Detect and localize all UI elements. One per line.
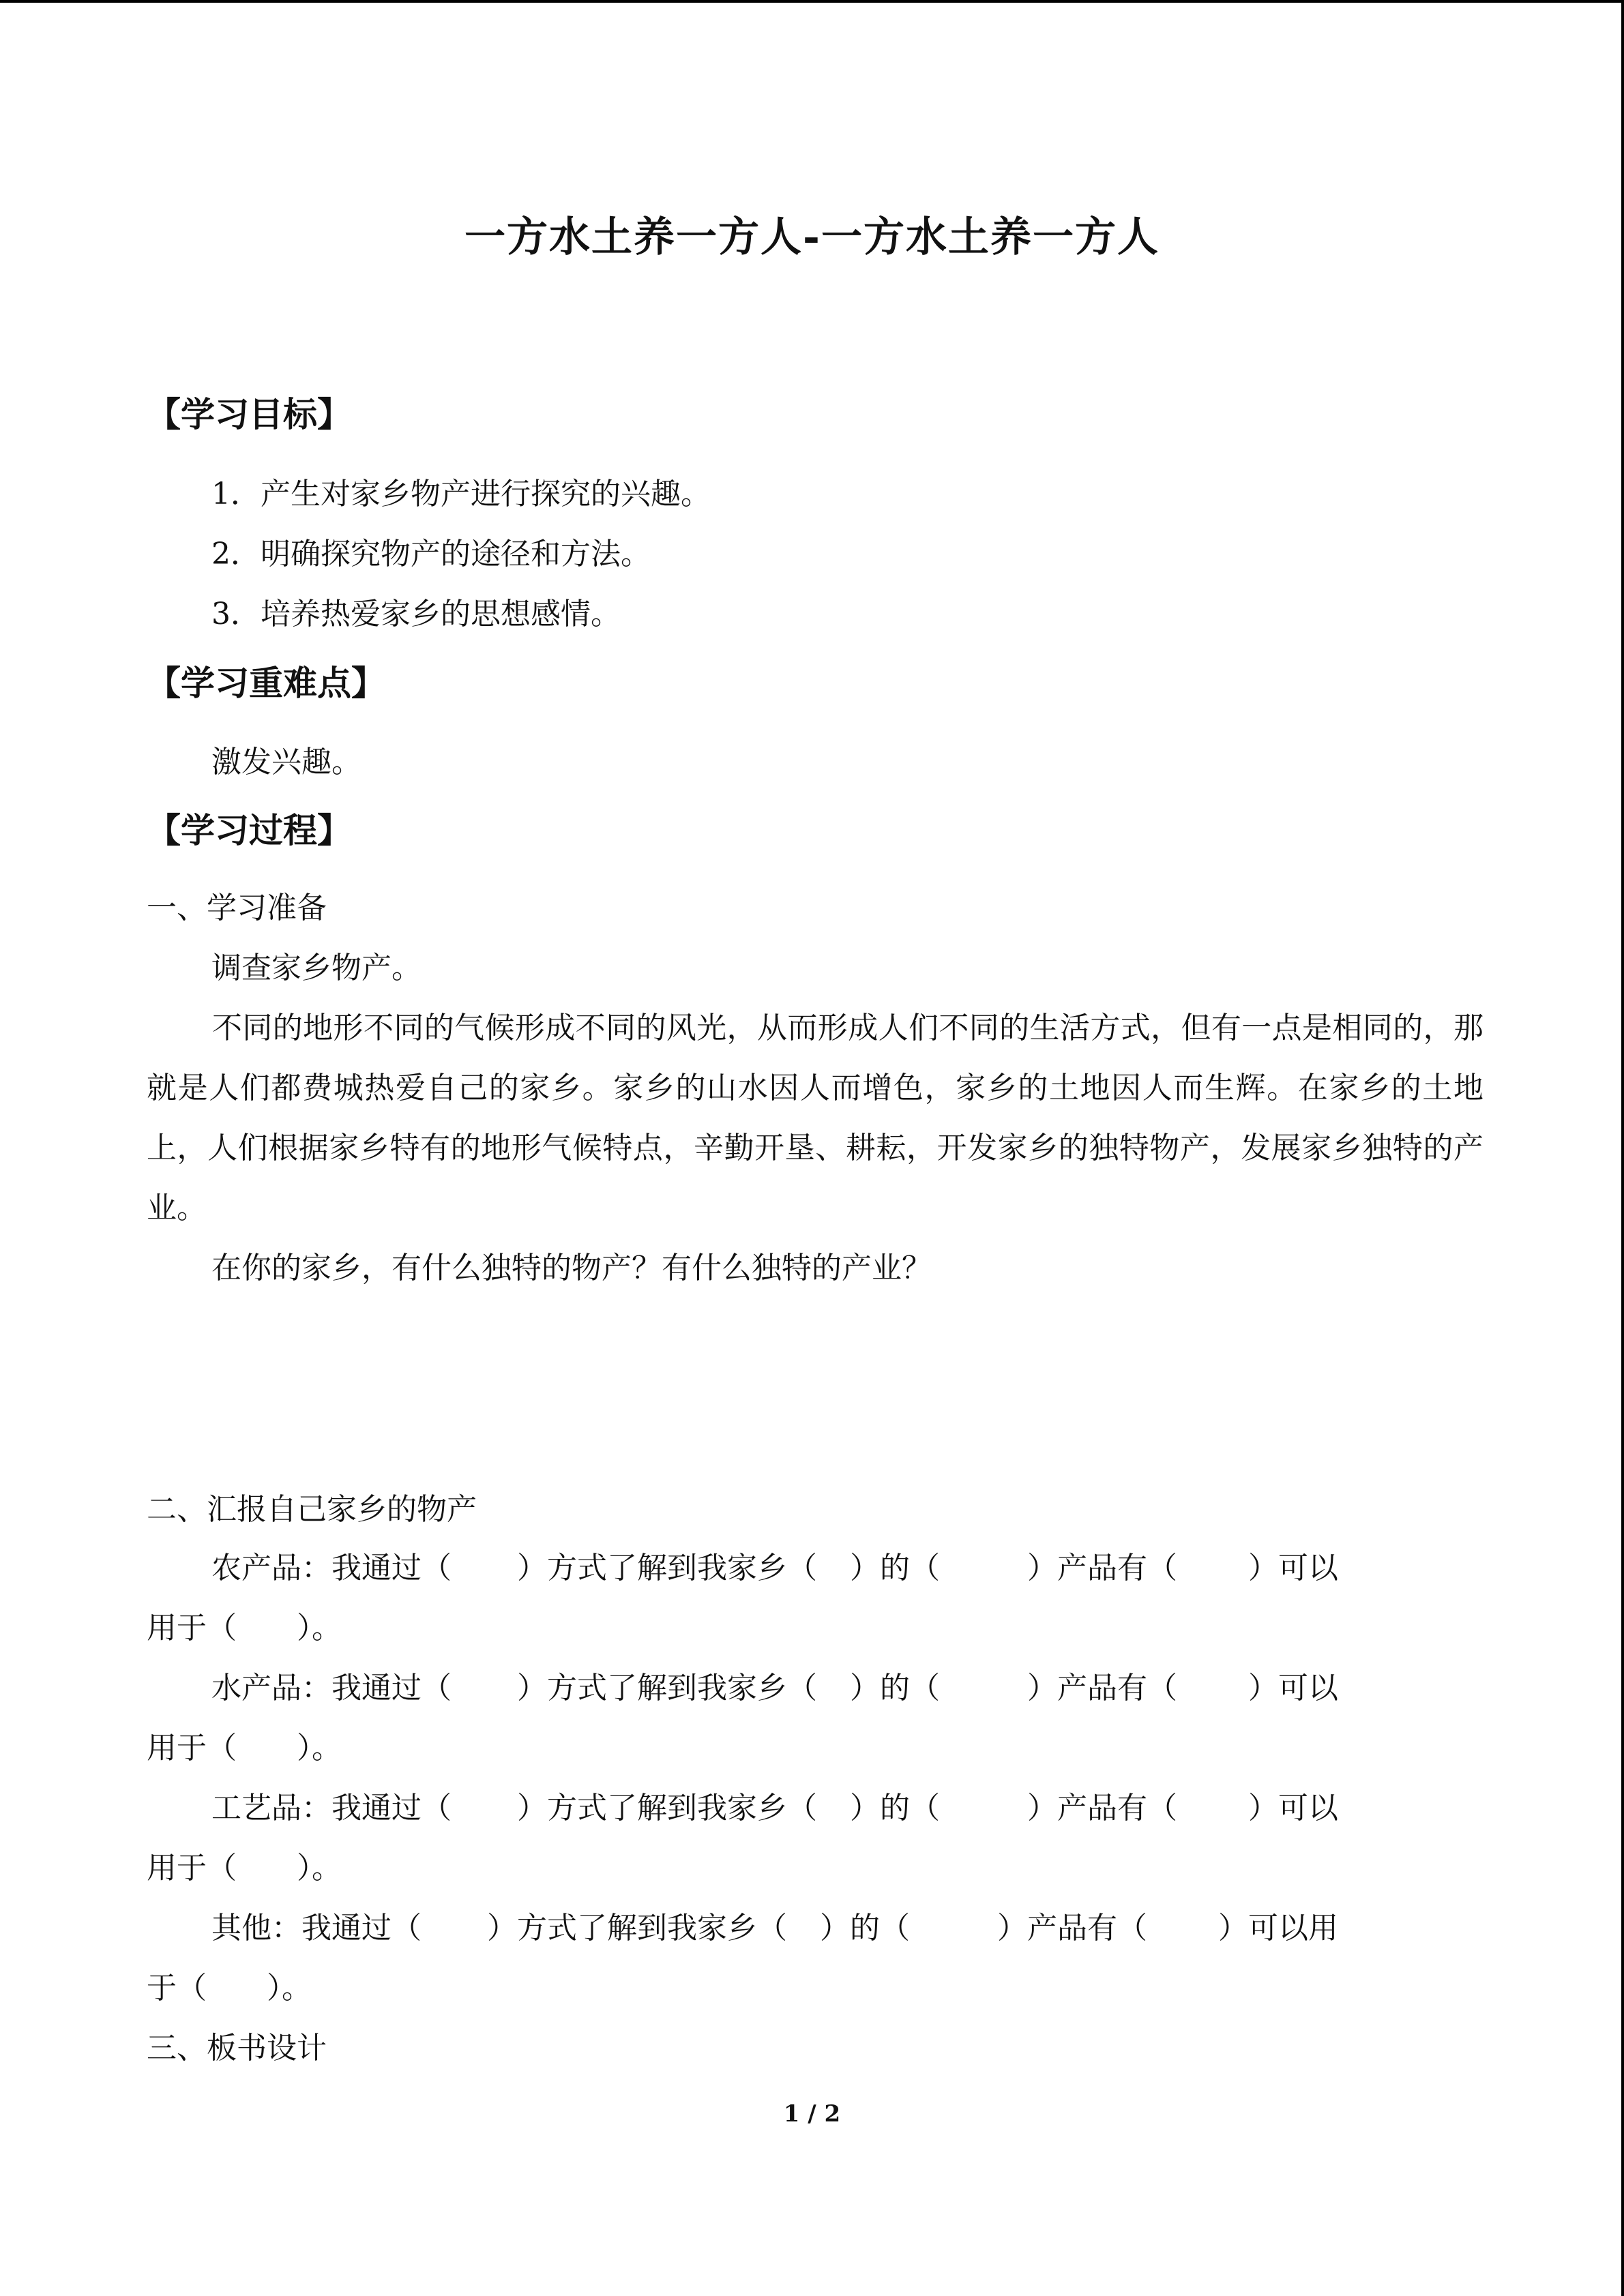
process-heading: 【学习过程】 — [147, 811, 351, 850]
part1-paragraph: 不同的地形不同的气候形成不同的风光，从而形成人们不同的生活方式，但有一点是相同的，那就是人们都费城热爱自己的家乡。家乡的山水因人而增色，家乡的土地因人而生辉。在家乡的土地上，人们根据家乡特有的地形气候特点，辛勤开垦、耕耘，开发家乡的独特物产，发展家乡独特的产业。 — [147, 1011, 1483, 1225]
report-item-crafts: 工艺品：我通过（ ）方式了解到我家乡（ ）的（ ）产品有（ ）可以 — [211, 1791, 1338, 1825]
focus-text: 激发兴趣。 — [211, 745, 361, 779]
report-item-agriculture: 农产品：我通过（ ）方式了解到我家乡（ ）的（ ）产品有（ ）可以 — [211, 1551, 1338, 1585]
report-item-aquatic: 水产品：我通过（ ）方式了解到我家乡（ ）的（ ）产品有（ ）可以 — [211, 1671, 1338, 1705]
goal-item: 3．培养热爱家乡的思想感情。 — [211, 597, 621, 631]
part2-heading: 二、汇报自己家乡的物产 — [147, 1492, 477, 1527]
report-item-line2[interactable]: 用于（ ）。 — [147, 1611, 342, 1645]
report-item-line2[interactable]: 用于（ ）。 — [147, 1731, 342, 1765]
report-item-other: 其他：我通过（ ）方式了解到我家乡（ ）的（ ）产品有（ ）可以用 — [211, 1911, 1338, 1945]
report-label: 农产品： — [211, 1551, 331, 1585]
part3-heading: 三、板书设计 — [147, 2031, 327, 2066]
focus-heading: 【学习重难点】 — [147, 664, 385, 703]
report-label: 工艺品： — [211, 1791, 331, 1825]
report-label: 水产品： — [211, 1671, 331, 1705]
goal-item: 1．产生对家乡物产进行探究的兴趣。 — [211, 477, 711, 511]
report-label: 其他： — [211, 1911, 301, 1945]
part1-heading: 一、学习准备 — [147, 891, 327, 925]
goals-heading: 【学习目标】 — [147, 395, 351, 434]
page-number: 1 / 2 — [783, 2100, 841, 2128]
part1-task: 调查家乡物产。 — [211, 951, 422, 985]
page-title: 一方水土养一方人-一方水土养一方人 — [464, 213, 1160, 261]
report-item-line2[interactable]: 于（ ）。 — [147, 1971, 312, 2006]
part1-question: 在你的家乡，有什么独特的物产？有什么独特的产业？ — [211, 1251, 932, 1285]
goal-item: 2．明确探究物产的途径和方法。 — [211, 537, 651, 571]
report-item-line2[interactable]: 用于（ ）。 — [147, 1851, 342, 1885]
